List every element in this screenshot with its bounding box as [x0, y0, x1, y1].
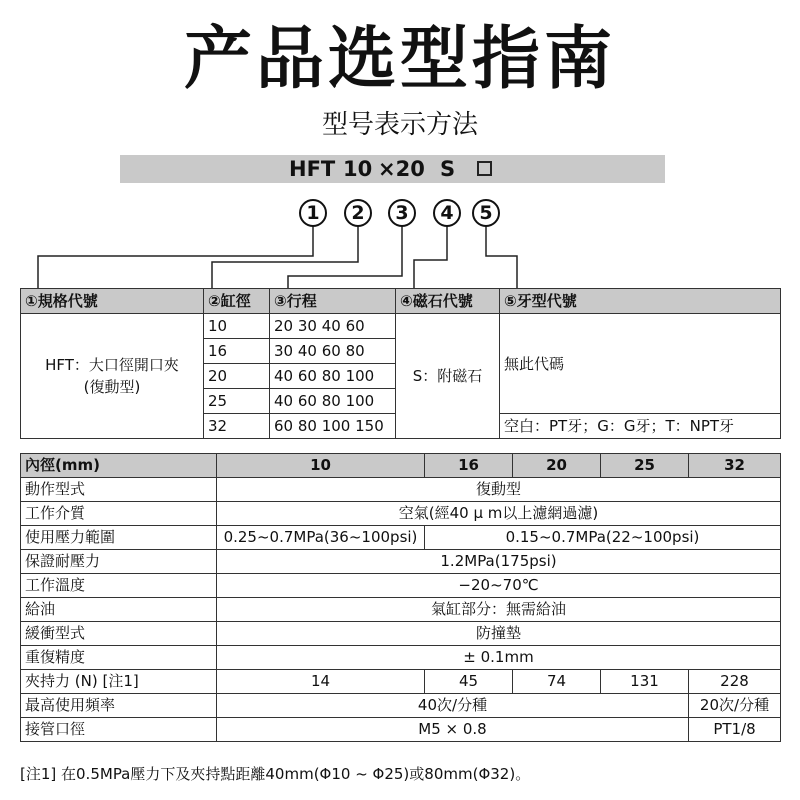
table-row — [21, 694, 781, 718]
table-row — [21, 478, 781, 502]
perf-header-32: 32 — [689, 454, 781, 478]
row-value: 0.15~0.7MPa(22~100psi) — [425, 526, 781, 550]
code-stroke: ×20 — [378, 157, 425, 181]
row-value: 20次/分種 — [689, 694, 781, 718]
performance-table — [20, 453, 781, 742]
row-value: −20~70℃ — [217, 574, 781, 598]
page-subtitle: 型号表示方法 — [321, 110, 478, 140]
table-row — [21, 598, 781, 622]
row-label: 給油 — [21, 598, 217, 622]
perf-header-10: 10 — [217, 454, 425, 478]
table-row — [21, 526, 781, 550]
bore-value: 25 — [204, 389, 270, 414]
row-value: 復動型 — [217, 478, 781, 502]
bore-value: 10 — [204, 314, 270, 339]
table-row — [21, 670, 781, 694]
stroke-value: 60 80 100 150 — [270, 414, 396, 439]
row-value: 0.25~0.7MPa(36~100psi) — [217, 526, 425, 550]
row-value: 74 — [513, 670, 601, 694]
row-value: PT1/8 — [689, 718, 781, 742]
stroke-value: 20 30 40 60 — [270, 314, 396, 339]
spec-header-bore: ②缸徑 — [204, 289, 270, 314]
circle-number-1: 1 — [299, 199, 327, 227]
perf-header-25: 25 — [601, 454, 689, 478]
table-row — [21, 646, 781, 670]
stroke-value: 40 60 80 100 — [270, 389, 396, 414]
model-cell — [21, 314, 204, 439]
row-value: 14 — [217, 670, 425, 694]
circle-number-5: 5 — [472, 199, 500, 227]
bore-value: 20 — [204, 364, 270, 389]
spec-header-thread: ⑤牙型代號 — [500, 289, 781, 314]
row-label: 工作介質 — [21, 502, 217, 526]
row-label: 保證耐壓力 — [21, 550, 217, 574]
perf-header-row — [21, 454, 781, 478]
perf-header-label: 內徑(mm) — [21, 454, 217, 478]
bore-value: 16 — [204, 339, 270, 364]
model-type: (復動型) — [83, 378, 141, 396]
row-label: 接管口徑 — [21, 718, 217, 742]
thread-types: 空白：PT牙；G：G牙；T：NPT牙 — [500, 414, 781, 439]
row-label: 夾持力 (N) [注1] — [21, 670, 217, 694]
spec-header-model: ①規格代號 — [21, 289, 204, 314]
row-value: 空氣(經40 μ m以上濾網過濾) — [217, 502, 781, 526]
circle-number-3: 3 — [388, 199, 416, 227]
connector-lines — [0, 0, 800, 300]
row-value: 131 — [601, 670, 689, 694]
row-label: 動作型式 — [21, 478, 217, 502]
perf-header-20: 20 — [513, 454, 601, 478]
spec-header-row — [21, 289, 781, 314]
row-value: 45 — [425, 670, 513, 694]
row-value: 40次/分種 — [217, 694, 689, 718]
circle-number-4: 4 — [433, 199, 461, 227]
magnet-code: S：附磁石 — [396, 314, 500, 439]
table-row — [21, 622, 781, 646]
row-value: 防撞墊 — [217, 622, 781, 646]
stroke-value: 30 40 60 80 — [270, 339, 396, 364]
page-title: 产品选型指南 — [183, 20, 616, 99]
stroke-value: 40 60 80 100 — [270, 364, 396, 389]
spec-header-stroke: ③行程 — [270, 289, 396, 314]
row-value: 228 — [689, 670, 781, 694]
footnote: [注1] 在0.5MPa壓力下及夾持點距離40mm(Φ10 ~ Φ25)或80mm(Φ32)。 — [20, 765, 531, 783]
table-row — [21, 550, 781, 574]
spec-header-magnet: ④磁石代號 — [396, 289, 500, 314]
table-row — [21, 718, 781, 742]
model-name: HFT：大口徑開口夾 — [45, 356, 179, 374]
row-label: 最高使用頻率 — [21, 694, 217, 718]
row-label: 緩衝型式 — [21, 622, 217, 646]
row-value: M5 × 0.8 — [217, 718, 689, 742]
row-label: 工作溫度 — [21, 574, 217, 598]
spec-table — [20, 288, 781, 439]
code-magnet: S — [440, 157, 456, 181]
code-series: HFT — [289, 157, 336, 181]
row-label: 重復精度 — [21, 646, 217, 670]
bore-value: 32 — [204, 414, 270, 439]
thread-none: 無此代碼 — [500, 314, 781, 414]
code-bore: 10 — [343, 157, 373, 181]
row-label: 使用壓力範圍 — [21, 526, 217, 550]
table-row — [21, 502, 781, 526]
row-value: 1.2MPa(175psi) — [217, 550, 781, 574]
table-row — [21, 314, 781, 339]
circle-number-2: 2 — [344, 199, 372, 227]
table-row — [21, 574, 781, 598]
perf-header-16: 16 — [425, 454, 513, 478]
row-value: ± 0.1mm — [217, 646, 781, 670]
row-value: 氣缸部分：無需給油 — [217, 598, 781, 622]
